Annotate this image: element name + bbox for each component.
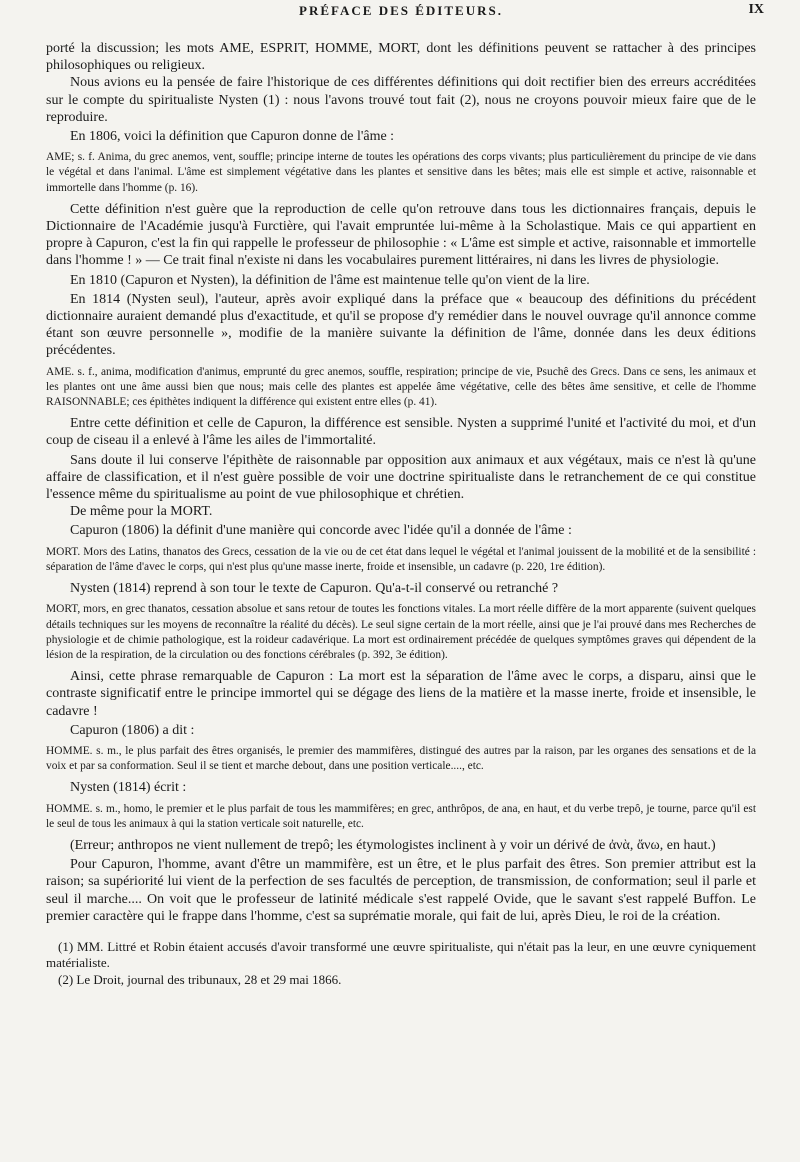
paragraph: (Erreur; anthropos ne vient nullement de trepô; les étymologistes inclinent à y voir un dérivé de ἀνὰ, ἄνω, en haut.) — [70, 837, 716, 853]
footnotes — [46, 939, 756, 989]
page-number: IX — [748, 2, 764, 17]
paragraph: Sans doute il lui conserve l'épithète de raisonnable par opposition aux animaux et aux végétaux, mais ce n'est là qu'une affaire de classification, et il n'est guère possible de voir une doctrine spiritualiste dans le retranchement de ce qui constitue l'essence même du spiritualisme au point de vue philosophique et chrétien. — [46, 452, 756, 503]
quoted-definition: HOMME. s. m., homo, le premier et le plus parfait de tous les mammifères; en grec, anthrôpos, de ana, en haut, et du verbe trepô, je tourne, parce qu'il est le seul de tous les animaux à qui la station verticale soit naturelle, etc. — [46, 802, 756, 830]
paragraph: Nysten (1814) écrit : — [70, 780, 187, 796]
quoted-definition: HOMME. s. m., le plus parfait des êtres organisés, le premier des mammifères, distingué des autres par la raison, par les organes des sensations et de la voix et par sa conformation. Seul il se tient et marche debout, dans une position verticale...., etc. — [46, 744, 756, 773]
paragraph: En 1806, voici la définition que Capuron donne de l'âme : — [70, 129, 395, 145]
quoted-definition: MORT, mors, en grec thanatos, cessation absolue et sans retour de toutes les fonctions vitales. La mort réelle diffère de la mort apparente (suivent quelques détails techniques sur les moyens de reconnaître la réalité du décès). Le seul signe certain de la mort réelle, ainsi que je l'ai prouvé dans mes Recherches de physiologie et de chimie pathologique, est la roideur cadavérique. La mort est ordinairement précédée de quelques symptômes graves qui dépendent de la lésion de la respiration, de la circulation ou des fonctions cérébrales (p. 392, 3e édition). — [46, 603, 756, 661]
paragraph: De même pour la MORT. — [70, 504, 213, 520]
paragraph: Pour Capuron, l'homme, avant d'être un mammifère, est un être, et le plus parfait des êtres. Son premier attribut est la raison; sa supériorité lui vient de la perfection de ses facultés de perception, de transmission, de conformation; seul il parle et seul il marche.... On voit que le professeur de latinité médicale s'est rappelé Ovide, que le savant s'est rappelé Buffon. Le premier caractère qui le frappe dans l'homme, c'est sa suprématie morale, qui fait de lui, après Dieu, le roi de la création. — [46, 857, 756, 924]
paragraph: Ainsi, cette phrase remarquable de Capuron : La mort est la séparation de l'âme avec le corps, a disparu, ainsi que le contraste significatif entre le principe immortel qui se dégage des liens de la matière et la masse inerte, froide et insensible, le cadavre ! — [46, 669, 756, 719]
paragraph: porté la discussion; les mots AME, ESPRIT, HOMME, MORT, dont les définitions peuvent se rattacher à des principes philosophiques ou religieux. — [46, 41, 756, 74]
body-text — [46, 40, 756, 925]
paragraph: Cette définition n'est guère que la reproduction de celle qu'on retrouve dans tous les dictionnaires français, depuis le Dictionnaire de l'Académie jusqu'à Furctière, qui l'avait empruntée lui-même à la Scholastique. Mais ce qui appartient en propre à Capuron, c'est la fin qui rappelle le professeur de philosophie : « L'âme est simple et active, raisonnable et immortelle dans l'homme ! » — Ce trait final n'existe ni dans les vocabulaires purement littéraires, ni dans les livres de physiologie. — [46, 201, 756, 269]
page-header — [46, 0, 764, 40]
quoted-definition: AME. s. f., anima, modification d'animus, emprunté du grec anemos, souffle, respiration; principe de vie, Psuchê des Grecs. Dans ce sens, les animaux et les plantes ont une âme aussi bien que nous; mais celle des plantes est appelée âme végétative, celle des bêtes âme sensitive, et celle de l'homme RAISONNABLE; ces épithètes indiquent la différence qui existent entre elles (p. 41). — [46, 365, 756, 409]
paragraph: Entre cette définition et celle de Capuron, la différence est sensible. Nysten a supprimé l'unité et l'activité du moi, et d'un coup de ciseau il a enlevé à l'âme les ailes de l'immortalité. — [46, 416, 756, 449]
paragraph: Capuron (1806) a dit : — [70, 722, 195, 738]
paragraph: Nous avions eu la pensée de faire l'historique de ces différentes définitions qui doit rectifier bien des erreurs accréditées sur le compte du spiritualiste Nysten (1) : nous l'avons trouvé tout fait (2), nous ne croyons pouvoir mieux faire que de le reproduire. — [46, 75, 756, 125]
footnote: (1) MM. Littré et Robin étaient accusés d'avoir transformé une œuvre spiritualiste, qui n'était pas la leur, en une œuvre cyniquement matérialiste. — [46, 938, 756, 971]
running-title: PRÉFACE DES ÉDITEURS. — [299, 3, 503, 18]
quoted-definition: AME; s. f. Anima, du grec anemos, vent, souffle; principe interne de toutes les opérations des corps vivants; plus particulièrement du principe de vie dans le végétal et dans l'animal. L'âme est simplement végétative dans les plantes et sensitive dans les bêtes; mais elle est simple et active, raisonnable et immortelle dans l'homme (p. 16). — [46, 151, 756, 194]
paragraph: Capuron (1806) la définit d'une manière qui concorde avec l'idée qu'il a donnée de l'âme : — [70, 523, 572, 539]
paragraph: En 1814 (Nysten seul), l'auteur, après avoir expliqué dans la préface que « beaucoup des définitions du précédent dictionnaire auraient demandé plus d'exactitude, et qu'il se propose d'y remédier dans le nouvel ouvrage qu'il annonce comme étant son œuvre personnelle », modifie de la manière suivante la définition de l'âme, donnée dans les deux éditions précédentes. — [46, 291, 756, 359]
quoted-definition: MORT. Mors des Latins, thanatos des Grecs, cessation de la vie ou de cet état dans lequel le végétal et l'animal jouissent de la mobilité et de la sensibilité : séparation de l'âme d'avec le corps, qui n'est plus qu'une masse inerte, froide et insensible, un cadavre (p. 220, 1re édition). — [46, 545, 756, 573]
paragraph: Nysten (1814) reprend à son tour le texte de Capuron. Qu'a-t-il conservé ou retranché ? — [70, 581, 559, 597]
paragraph: En 1810 (Capuron et Nysten), la définition de l'âme est maintenue telle qu'on vient de la lire. — [70, 272, 590, 288]
footnote: (2) Le Droit, journal des tribunaux, 28 et 29 mai 1866. — [58, 971, 342, 987]
